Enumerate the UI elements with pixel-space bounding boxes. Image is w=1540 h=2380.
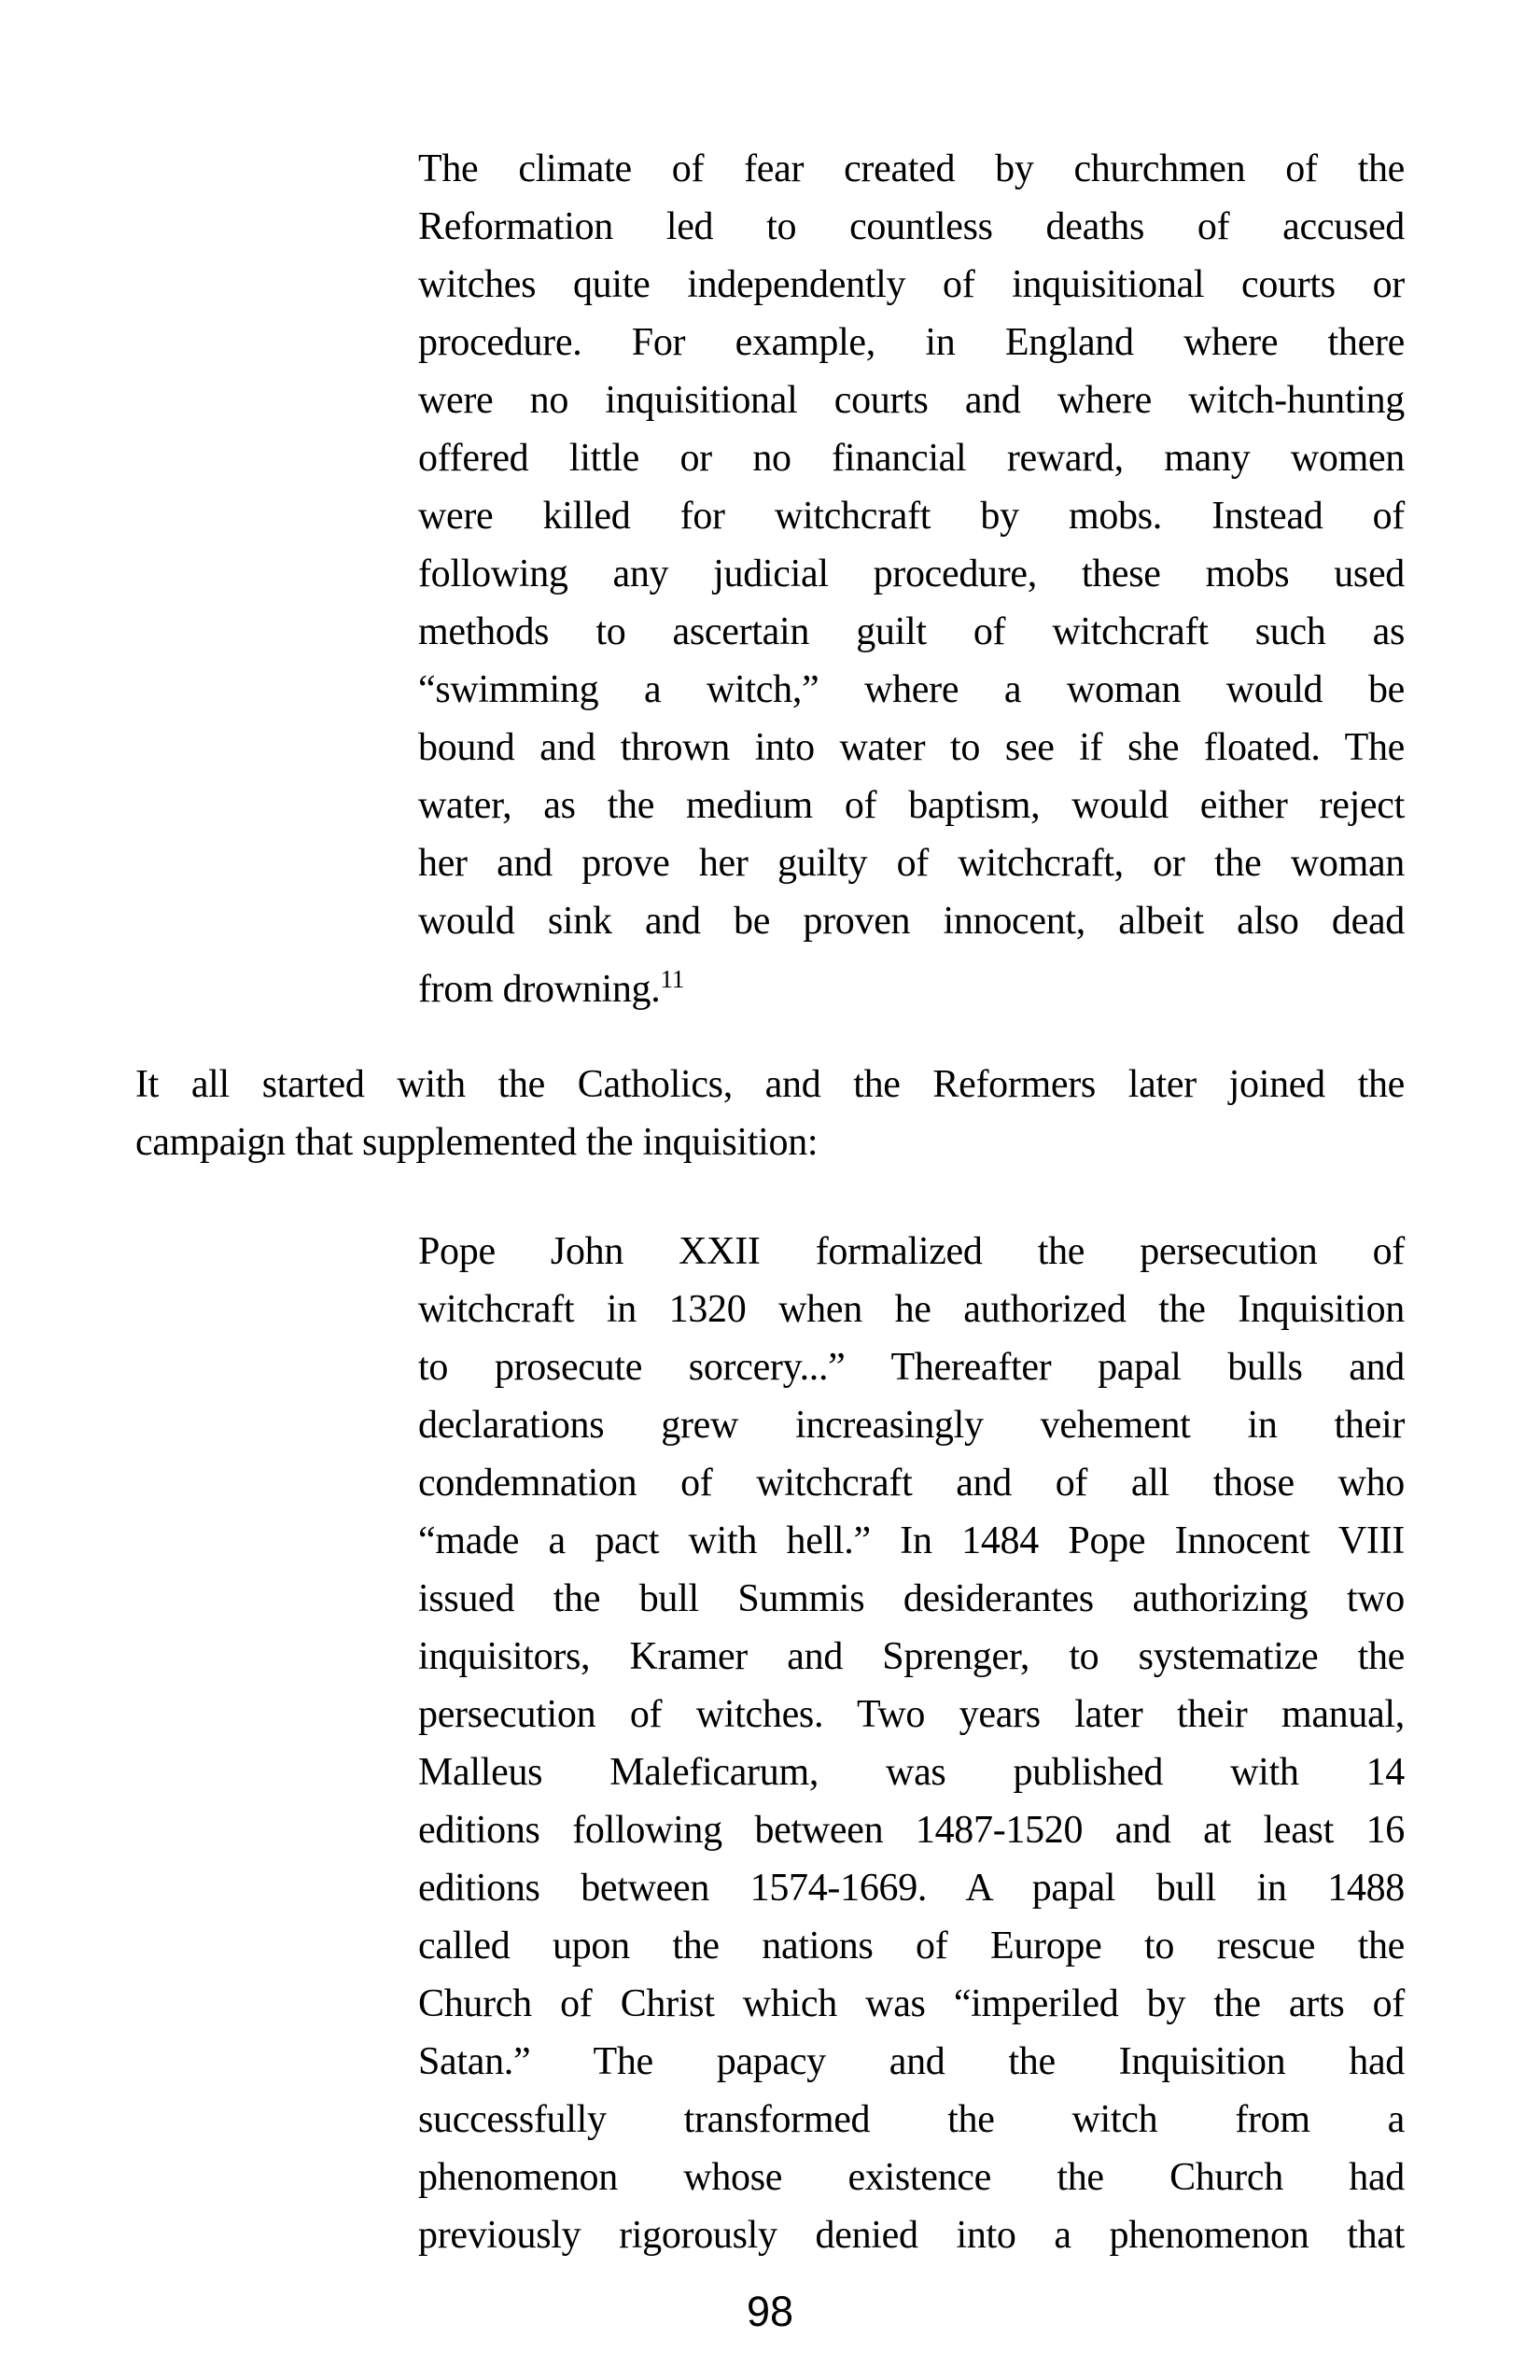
text-line: to prosecute sorcery...” Thereafter papal bulls and — [418, 1346, 1405, 1389]
text-line: offered little or no financial reward, many women — [418, 437, 1405, 480]
text-line: phenomenon whose existence the Church had — [418, 2156, 1405, 2199]
footnote-reference: 11 — [660, 965, 685, 993]
text-line: Church of Christ which was “imperiled by the arts of — [418, 1982, 1405, 2025]
blockquote-pope-john-xxii — [418, 1223, 1405, 2264]
text-line: Pope John XXII formalized the persecution of — [418, 1230, 1405, 1273]
text-line: inquisitors, Kramer and Sprenger, to systematize the — [418, 1635, 1405, 1678]
text-line: witches quite independently of inquisitional courts or — [418, 263, 1405, 306]
text-line: were no inquisitional courts and where witch-hunting — [418, 379, 1405, 422]
text-line: Malleus Maleficarum, was published with 14 — [418, 1751, 1405, 1794]
text-line: condemnation of witchcraft and of all those who — [418, 1462, 1405, 1505]
text-line: witchcraft in 1320 when he authorized the Inquisition — [418, 1288, 1405, 1331]
text-line: declarations grew increasingly vehement in their — [418, 1404, 1405, 1447]
text-line: issued the bull Summis desiderantes authorizing two — [418, 1577, 1405, 1620]
text-line: editions following between 1487-1520 and at least 16 — [418, 1809, 1405, 1852]
paragraph-it-all-started — [135, 1056, 1405, 1171]
text-line: from drowning.$^{11}$ — [418, 965, 685, 1011]
text-line: were killed for witchcraft by mobs. Instead of — [418, 495, 1405, 538]
text-line: “swimming a witch,” where a woman would be — [418, 668, 1405, 711]
text-line: Satan.” The papacy and the Inquisition had — [418, 2040, 1405, 2083]
text-line: successfully transformed the witch from a — [418, 2098, 1405, 2141]
text-line: The climate of fear created by churchmen of the — [418, 147, 1405, 190]
text-line: It all started with the Catholics, and the Reformers later joined the — [135, 1063, 1405, 1106]
text-line: called upon the nations of Europe to rescue the — [418, 1925, 1405, 1967]
text-line: bound and thrown into water to see if she floated. The — [418, 726, 1405, 769]
text-line: water, as the medium of baptism, would either reject — [418, 784, 1405, 827]
text-line: “made a pact with hell.” In 1484 Pope Innocent VIII — [418, 1519, 1405, 1562]
text-line: previously rigorously denied into a phenomenon that — [418, 2214, 1405, 2257]
blockquote-climate-of-fear — [418, 140, 1405, 1018]
page-number: 98 — [746, 2288, 794, 2335]
text-line: her and prove her guilty of witchcraft, or the woman — [418, 842, 1405, 885]
text-line: campaign that supplemented the inquisition: — [135, 1121, 819, 1164]
text-line: editions between 1574-1669. A papal bull in 1488 — [418, 1867, 1405, 1910]
text-line: procedure. For example, in England where there — [418, 321, 1405, 364]
text-line: persecution of witches. Two years later their manual, — [418, 1693, 1405, 1736]
text-line: Reformation led to countless deaths of accused — [418, 205, 1405, 248]
text-line: methods to ascertain guilt of witchcraft such as — [418, 610, 1405, 653]
text-line: following any judicial procedure, these mobs used — [418, 553, 1405, 595]
text-line: would sink and be proven innocent, albeit also dead — [418, 900, 1405, 943]
